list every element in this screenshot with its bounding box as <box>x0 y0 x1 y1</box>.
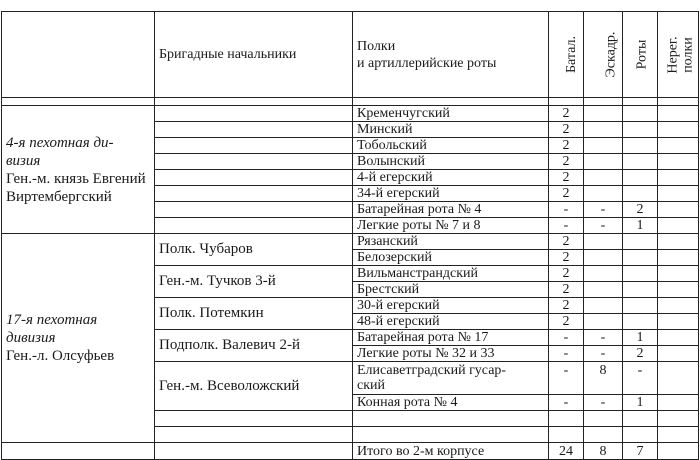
table-row: Брестский 2 <box>2 282 699 298</box>
brigade-commander: Подполк. Валевич 2-й <box>155 330 353 362</box>
table-row: Белозерский 2 <box>2 250 699 266</box>
table-row: Легкие роты № 32 и 33 - - 2 <box>2 346 699 362</box>
regiment-name: Минский <box>353 122 549 138</box>
total-battalions: 24 <box>549 443 584 460</box>
division-4-commander: Ген.-м. князь Евгений Виртембергский <box>6 170 146 205</box>
spacer-row <box>2 98 699 106</box>
total-companies: 7 <box>623 443 658 460</box>
regiment-name: 4-й егерский <box>353 170 549 186</box>
table-row: 48-й егерский 2 <box>2 314 699 330</box>
total-label: Итого во 2-м корпусе <box>353 443 549 460</box>
regiment-name: Кременчугский <box>353 106 549 122</box>
division-17-commander: Ген.-л. Олсуфьев <box>6 348 115 364</box>
brigade-commander: Ген.-м. Тучков 3-й <box>155 266 353 298</box>
table-row: Ген.-м. Тучков 3-й Вильманстрандский 2 <box>2 266 699 282</box>
header-row <box>2 12 699 98</box>
header-division <box>2 12 155 98</box>
brigade-commander: Ген.-м. Всеволожский <box>155 362 353 411</box>
regiment-name: Батарейная рота № 17 <box>353 330 549 346</box>
header-regiments-line1: Полки <box>357 38 396 54</box>
total-row <box>2 443 699 460</box>
division-17-cell <box>2 234 155 443</box>
header-squadrons: Эскадр. <box>584 12 623 98</box>
division-4-name-line1: 4-я пехотная ди- <box>6 134 114 151</box>
regiment-name: Рязанский <box>353 234 549 250</box>
header-brigade: Бригадные начальники <box>155 12 353 98</box>
brigade-commander: Полк. Потемкин <box>155 298 353 330</box>
regiment-name: Батарейная рота № 4 <box>353 202 549 218</box>
corps-table <box>1 11 699 460</box>
regiment-name: 48-й егерский <box>353 314 549 330</box>
table-row: Конная рота № 4 - - 1 <box>2 395 699 411</box>
brigade-commander: Полк. Чубаров <box>155 234 353 266</box>
table-row: Подполк. Валевич 2-й Батарейная рота № 17 - - 1 <box>2 330 699 346</box>
table-row: 4-й егерский 2 <box>2 170 699 186</box>
header-noncombat: Нерег. полки <box>658 12 699 98</box>
header-regiments <box>353 12 549 98</box>
division-4-cell <box>2 106 155 234</box>
header-battalions: Батал. <box>549 12 584 98</box>
header-regiments-line2: и артиллерийские роты <box>357 55 497 71</box>
regiment-name: 34-й егерский <box>353 186 549 202</box>
regiment-name: Тобольский <box>353 138 549 154</box>
table-row: Минский 2 <box>2 122 699 138</box>
table-row: 34-й егерский 2 <box>2 186 699 202</box>
division-17-name-line2: дивизия <box>6 330 56 346</box>
table-row: 4-я пехотная ди- визия Ген.-м. князь Евгений Виртембергский Кременчугский 2 <box>2 106 699 122</box>
table-row: Волынский 2 <box>2 154 699 170</box>
regiment-name: Легкие роты № 7 и 8 <box>353 218 549 234</box>
table-row: Легкие роты № 7 и 8 - - 1 <box>2 218 699 234</box>
table-row: Полк. Потемкин 30-й егерский 2 <box>2 298 699 314</box>
regiment-name: Легкие роты № 32 и 33 <box>353 346 549 362</box>
table-row: Батарейная рота № 4 - - 2 <box>2 202 699 218</box>
total-squadrons: 8 <box>584 443 623 460</box>
regiment-name: Брестский <box>353 282 549 298</box>
regiment-name: Вильманстрандский <box>353 266 549 282</box>
table-row: 17-я пехотная дивизия Ген.-л. Олсуфьев Полк. Чубаров Рязанский 2 <box>2 234 699 250</box>
division-17-name-line1: 17-я пехотная <box>6 312 98 328</box>
regiment-name: Конная рота № 4 <box>353 395 549 411</box>
regiment-name: Белозерский <box>353 250 549 266</box>
division-4-name-line2: визия <box>6 152 41 169</box>
table-row: Ген.-м. Всеволожский Елисаветградский гусар- ский - 8 - <box>2 362 699 395</box>
header-companies: Роты <box>623 12 658 98</box>
table-row: Тобольский 2 <box>2 138 699 154</box>
regiment-name: Волынский <box>353 154 549 170</box>
regiment-name: Елисаветградский гусар- ский <box>353 362 549 395</box>
regiment-name: 30-й егерский <box>353 298 549 314</box>
